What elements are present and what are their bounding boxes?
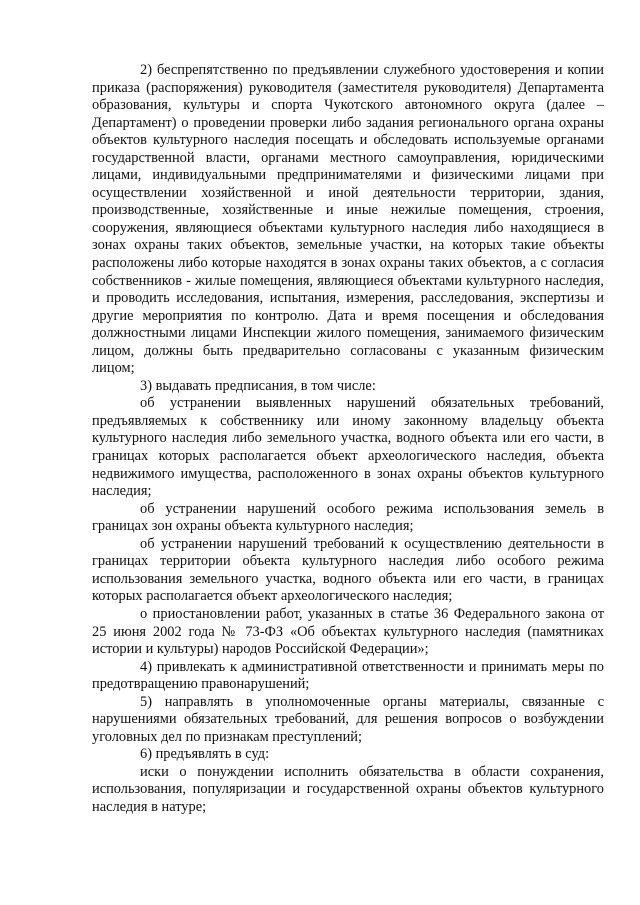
paragraph-item-5: 5) направлять в уполномоченные органы материалы, связанные с нарушениями обязательных требований, для решения вопросов о возбуждении уголовных дел по признакам преступлений; — [92, 693, 604, 745]
paragraph-order-suspension: о приостановлении работ, указанных в статье 36 Федерального закона от 25 июня 2002 года № 73-ФЗ «Об объектах культурного наследия (памятниках истории и культуры) народов Российской Федерации»; — [92, 605, 604, 658]
document-body — [92, 62, 604, 817]
paragraph-order-territory-requirements: об устранении нарушений требований к осуществлению деятельности в границах территории объекта культурного наследия либо особого режима использования земельного участка, водного объекта или его части, в границах которых располагается объект археологического наследия; — [92, 535, 604, 605]
paragraph-order-defects: об устранении выявленных нарушений обязательных требований, предъявляемых к собственнику или иному законному владельцу объекта культурного наследия либо земельного участка, водного объекта или его части, в границах которых располагается объект археологического наследия, объекта недвижимого имущества, расположенного в зонах охраны объектов культурного наследия; — [92, 395, 604, 500]
paragraph-item-6: 6) предъявлять в суд: — [140, 746, 270, 763]
paragraph-lawsuits: иски о понуждении исполнить обязательства в области сохранения, использования, популяризации и государственной охраны объектов культурного наследия в натуре; — [92, 763, 604, 815]
paragraph-order-land-regime: об устранении нарушений особого режима использования земель в границах зон охраны объекта культурного наследия; — [92, 500, 604, 535]
paragraph-item-3: 3) выдавать предписания, в том числе: — [140, 377, 376, 394]
paragraph-item-4: 4) привлекать к административной ответственности и принимать меры по предотвращению правонарушений; — [92, 658, 604, 693]
paragraph-item-2: 2) беспрепятственно по предъявлении служебного удостоверения и копии приказа (распоряжения) руководителя (заместителя руководителя) Департамента образования, культуры и спорта Чукотского автономного округа (далее – Департамент) о проведении проверки либо задания регионального органа охраны объектов культурного наследия посещать и обследовать используемые органами государственной власти, органами местного самоуправления, юридическими лицами, индивидуальными предпринимателями и физическими лицами при осуществлении хозяйственной и иной деятельности территории, здания, производственные, хозяйственные и иные нежилые помещения, строения, сооружения, являющиеся объектами культурного наследия либо находящиеся в зонах охраны таких объектов, земельные участки, на которых такие объекты расположены либо которые находятся в зонах охраны таких объектов, а с согласия собственников - жилые помещения, являющиеся объектами культурного наследия, и проводить исследования, испытания, измерения, расследования, экспертизы и другие мероприятия по контролю. Дата и время посещения и обследования должностными лицами Инспекции жилого помещения, занимаемого физическим лицом, должны быть предварительно согласованы с указанным физическим лицом; — [92, 62, 604, 377]
